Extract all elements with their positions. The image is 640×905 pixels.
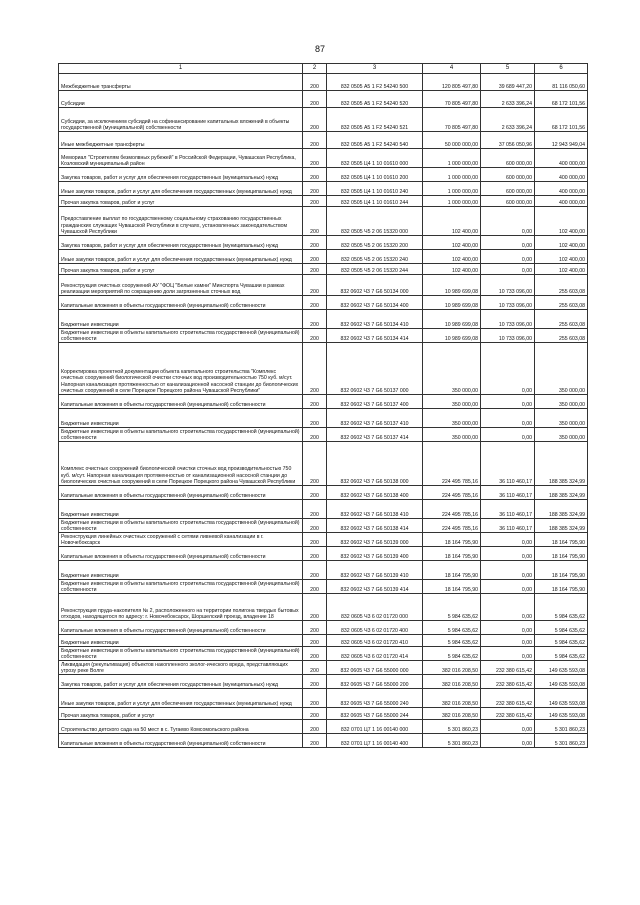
table-row [59,547,588,561]
row-remaining-cell: 188 385 324,99 [535,442,588,486]
row-name-cell: Предоставление выплат по государственному социальному страхованию государственных гражданских служащих Чувашской Республики в случаях, установленных законодательством Чувашской Республики [59,207,303,236]
row-remaining-cell: 350 000,00 [535,428,588,442]
header-cell: 3 [327,64,423,74]
row-kbk-cell: 832 0602 Ч3 7 G6 50139 414 [327,580,423,594]
row-executed-cell: 0,00 [481,621,535,635]
row-name-cell: Капитальные вложения в объекты государственной (муниципальной) собственности [59,486,303,500]
table-row [59,275,588,296]
row-remaining-cell: 18 164 795,90 [535,561,588,580]
table-row [59,500,588,519]
row-kbk-cell: 832 0602 Ч3 7 G6 50139 400 [327,547,423,561]
row-kbk-cell: 832 0505 А5 1 F2 54240 520 [327,91,423,108]
row-name-cell: Бюджетные инвестиции [59,635,303,647]
row-executed-cell: 232 380 615,42 [481,708,535,720]
row-name-cell: Бюджетные инвестиции [59,500,303,519]
row-remaining-cell: 255 603,08 [535,275,588,296]
row-name-cell: Иные закупки товаров, работ и услуг для обеспечения государственных (муниципальных) нужд [59,689,303,708]
row-amount-cell: 5 984 635,62 [423,635,481,647]
row-name-cell: Межбюджетные трансферты [59,74,303,91]
row-name-cell: Реконструкция линейных очистных сооружений с сетями ливневой канализации в г. Новочебоксарск [59,533,303,547]
row-executed-cell: 0,00 [481,734,535,748]
row-kbk-cell: 832 0505 Ц4 1 10 01610 200 [327,168,423,182]
row-amount-cell: 350 000,00 [423,428,481,442]
row-amount-cell: 10 989 699,08 [423,329,481,343]
table-row [59,580,588,594]
row-name-cell: Бюджетные инвестиции [59,310,303,329]
row-remaining-cell: 5 984 635,62 [535,621,588,635]
row-executed-cell: 2 633 396,24 [481,91,535,108]
row-amount-cell: 102 400,00 [423,264,481,275]
row-name-cell: Прочая закупка товаров, работ и услуг [59,264,303,275]
row-name-cell: Комплекс очистных сооружений биологической очистки сточных вод производительностью 750 куб. м/сут. Напорная канализация протяженностью от канализационной насосной станции до биологических очистных сооружений в селе Порецкое Порецкого района Чувашской Республики [59,442,303,486]
row-code-cell: 200 [303,675,327,689]
table-row [59,675,588,689]
row-amount-cell: 350 000,00 [423,395,481,409]
row-name-cell: Бюджетные инвестиции в объекты капитального строительства государственной (муниципальной) собственности [59,647,303,661]
budget-table [58,63,588,748]
row-code-cell: 200 [303,734,327,748]
row-code-cell: 200 [303,621,327,635]
row-code-cell: 200 [303,250,327,264]
row-executed-cell: 0,00 [481,580,535,594]
table-row [59,519,588,533]
row-amount-cell: 10 989 699,08 [423,275,481,296]
row-kbk-cell: 832 0602 Ч3 7 G6 50137 000 [327,343,423,395]
row-remaining-cell: 400 000,00 [535,196,588,207]
row-kbk-cell: 832 0602 Ч3 7 G6 50137 410 [327,409,423,428]
row-amount-cell: 5 984 635,62 [423,621,481,635]
row-code-cell: 200 [303,647,327,661]
row-code-cell: 200 [303,580,327,594]
row-name-cell: Капитальные вложения в объекты государственной (муниципальной) собственности [59,296,303,310]
row-executed-cell: 0,00 [481,236,535,250]
row-executed-cell: 0,00 [481,547,535,561]
row-amount-cell: 102 400,00 [423,236,481,250]
row-remaining-cell: 149 635 593,08 [535,689,588,708]
row-kbk-cell: 832 0605 Ч3 7 G6 55000 000 [327,661,423,675]
row-remaining-cell: 102 400,00 [535,236,588,250]
row-amount-cell: 382 016 208,50 [423,675,481,689]
row-amount-cell: 224 495 785,16 [423,486,481,500]
row-remaining-cell: 350 000,00 [535,409,588,428]
row-kbk-cell: 832 0701 Ц7 1 16 00140 400 [327,734,423,748]
row-remaining-cell: 255 603,08 [535,329,588,343]
table-row [59,621,588,635]
row-remaining-cell: 18 164 795,90 [535,580,588,594]
row-remaining-cell: 12 943 949,04 [535,132,588,149]
row-kbk-cell: 832 0605 Ч3 6 02 01720 400 [327,621,423,635]
row-executed-cell: 232 380 615,42 [481,689,535,708]
page-number: 87 [314,44,325,54]
row-amount-cell: 5 984 635,62 [423,594,481,621]
row-kbk-cell: 832 0602 Ч3 7 G6 50138 400 [327,486,423,500]
row-amount-cell: 224 495 785,16 [423,442,481,486]
row-remaining-cell: 350 000,00 [535,395,588,409]
header-cell: 6 [535,64,588,74]
row-code-cell: 200 [303,428,327,442]
row-code-cell: 200 [303,547,327,561]
row-kbk-cell: 832 0505 Ч5 2 06 15320 244 [327,264,423,275]
row-kbk-cell: 832 0602 Ч3 7 G6 50138 414 [327,519,423,533]
row-remaining-cell: 400 000,00 [535,182,588,196]
row-remaining-cell: 149 635 593,08 [535,661,588,675]
row-remaining-cell: 400 000,00 [535,168,588,182]
row-executed-cell: 36 110 460,17 [481,519,535,533]
table-row [59,250,588,264]
table-row [59,149,588,168]
row-amount-cell: 18 164 795,90 [423,561,481,580]
row-kbk-cell: 832 0602 Ч3 7 G6 50134 414 [327,329,423,343]
row-remaining-cell: 81 116 050,60 [535,74,588,91]
table-row [59,196,588,207]
row-remaining-cell: 5 984 635,62 [535,594,588,621]
table-row [59,533,588,547]
row-name-cell: Иные закупки товаров, работ и услуг для обеспечения государственных (муниципальных) нужд [59,182,303,196]
row-executed-cell: 36 110 460,17 [481,442,535,486]
row-code-cell: 200 [303,708,327,720]
row-executed-cell: 600 000,00 [481,149,535,168]
row-name-cell: Прочая закупка товаров, работ и услуг [59,708,303,720]
row-amount-cell: 120 805 497,80 [423,74,481,91]
row-code-cell: 200 [303,275,327,296]
row-kbk-cell: 832 0602 Ч3 7 G6 50137 414 [327,428,423,442]
row-executed-cell: 0,00 [481,250,535,264]
row-name-cell: Капитальные вложения в объекты государственной (муниципальной) собственности [59,395,303,409]
table-row [59,310,588,329]
row-amount-cell: 1 000 000,00 [423,182,481,196]
row-remaining-cell: 18 164 795,90 [535,547,588,561]
row-kbk-cell: 832 0701 Ц7 1 16 00140 000 [327,720,423,734]
row-amount-cell: 18 164 795,90 [423,580,481,594]
row-executed-cell: 36 110 460,17 [481,500,535,519]
row-code-cell: 200 [303,168,327,182]
row-executed-cell: 10 733 096,00 [481,329,535,343]
row-kbk-cell: 832 0602 Ч3 7 G6 50139 000 [327,533,423,547]
row-code-cell: 200 [303,91,327,108]
row-remaining-cell: 255 603,08 [535,296,588,310]
row-code-cell: 200 [303,296,327,310]
table-row [59,647,588,661]
row-executed-cell: 0,00 [481,594,535,621]
row-name-cell: Корректировка проектной документации объекта капитального строительства "Комплекс очистных сооружений биологической очистки сточных вод производительностью 750 куб. м/сут. Напорная канализация протяженностью от канализационной насосной станции до биологических очистных сооружений в селе Порецкое Порецкого района Чувашской Республики" [59,343,303,395]
row-remaining-cell: 102 400,00 [535,207,588,236]
row-code-cell: 200 [303,132,327,149]
row-executed-cell: 0,00 [481,207,535,236]
row-executed-cell: 10 733 096,00 [481,310,535,329]
row-remaining-cell: 68 172 101,56 [535,91,588,108]
table-row [59,708,588,720]
row-remaining-cell: 149 635 593,08 [535,675,588,689]
row-executed-cell: 0,00 [481,647,535,661]
row-code-cell: 200 [303,74,327,91]
row-code-cell: 200 [303,108,327,132]
row-name-cell: Мемориал "Строителям безмолвных рубежей" в Российской Федерации, Чувашская Республика, Козловский муниципальный район [59,149,303,168]
row-code-cell: 200 [303,561,327,580]
row-kbk-cell: 832 0505 А5 1 F2 54240 500 [327,74,423,91]
row-amount-cell: 382 016 208,50 [423,661,481,675]
row-kbk-cell: 832 0505 Ц4 1 10 01610 244 [327,196,423,207]
table-row [59,395,588,409]
row-name-cell: Закупка товаров, работ и услуг для обеспечения государственных (муниципальных) нужд [59,675,303,689]
row-amount-cell: 5 301 860,23 [423,720,481,734]
row-amount-cell: 5 984 635,62 [423,647,481,661]
table-row [59,734,588,748]
row-executed-cell: 39 689 447,20 [481,74,535,91]
row-kbk-cell: 832 0605 Ч3 7 G6 55000 240 [327,689,423,708]
row-amount-cell: 382 016 208,50 [423,689,481,708]
row-kbk-cell: 832 0602 Ч3 7 G6 50134 410 [327,310,423,329]
row-executed-cell: 600 000,00 [481,168,535,182]
row-kbk-cell: 832 0505 Ч5 2 06 15320 240 [327,250,423,264]
table-row [59,329,588,343]
row-name-cell: Строительство детского сада на 50 мест в с. Тугаево Комсомольского района [59,720,303,734]
table-row [59,108,588,132]
row-remaining-cell: 5 984 635,62 [535,635,588,647]
table-row [59,486,588,500]
row-name-cell: Реконструкция пруда-накопителя № 2, расположенного на территории полигона твердых бытовых отходов, находящегося по адресу: г. Новочебоксарск, Шоршелский проезд, владение 18 [59,594,303,621]
table-row [59,661,588,675]
row-executed-cell: 0,00 [481,343,535,395]
row-executed-cell: 0,00 [481,428,535,442]
row-name-cell: Реконструкция очистных сооружений АУ "ФОЦ "Белые камни" Минспорта Чувашии в рамках реализации мероприятий по сокращению доли загрязненных сточных вод [59,275,303,296]
row-kbk-cell: 832 0605 Ч3 6 02 01720 414 [327,647,423,661]
row-executed-cell: 10 733 096,00 [481,296,535,310]
row-amount-cell: 18 164 795,90 [423,533,481,547]
table-row [59,343,588,395]
table-row [59,74,588,91]
row-executed-cell: 232 380 615,42 [481,661,535,675]
row-name-cell: Капитальные вложения в объекты государственной (муниципальной) собственности [59,547,303,561]
row-executed-cell: 600 000,00 [481,182,535,196]
row-executed-cell: 0,00 [481,635,535,647]
row-code-cell: 200 [303,149,327,168]
row-code-cell: 200 [303,594,327,621]
row-kbk-cell: 832 0505 Ч5 2 06 15320 000 [327,207,423,236]
row-name-cell: Капитальные вложения в объекты государственной (муниципальной) собственности [59,734,303,748]
row-code-cell: 200 [303,533,327,547]
table-header [59,64,588,74]
row-name-cell: Капитальные вложения в объекты государственной (муниципальной) собственности [59,621,303,635]
row-name-cell: Ликвидация (рекультивация) объектов накопленного эколог-ического вреда, представляющих угрозу реке Волге [59,661,303,675]
row-name-cell: Прочая закупка товаров, работ и услуг [59,196,303,207]
row-kbk-cell: 832 0505 А5 1 F2 54240 540 [327,132,423,149]
table-row [59,428,588,442]
row-name-cell: Бюджетные инвестиции в объекты капитального строительства государственной (муниципальной) собственности [59,329,303,343]
row-executed-cell: 232 380 615,42 [481,675,535,689]
row-remaining-cell: 68 172 101,56 [535,108,588,132]
row-remaining-cell: 5 301 860,23 [535,734,588,748]
table-row [59,91,588,108]
table-row [59,168,588,182]
row-remaining-cell: 188 385 324,99 [535,519,588,533]
row-amount-cell: 5 301 860,23 [423,734,481,748]
row-code-cell: 200 [303,409,327,428]
row-remaining-cell: 102 400,00 [535,250,588,264]
row-remaining-cell: 149 635 593,08 [535,708,588,720]
table-row [59,264,588,275]
row-code-cell: 200 [303,500,327,519]
row-amount-cell: 1 000 000,00 [423,196,481,207]
row-amount-cell: 70 805 497,80 [423,91,481,108]
row-name-cell: Закупка товаров, работ и услуг для обеспечения государственных (муниципальных) нужд [59,168,303,182]
table-row [59,132,588,149]
row-kbk-cell: 832 0602 Ч3 7 G6 50134 400 [327,296,423,310]
row-kbk-cell: 832 0505 Ч5 2 06 15320 200 [327,236,423,250]
row-remaining-cell: 255 603,08 [535,310,588,329]
row-name-cell: Бюджетные инвестиции в объекты капитального строительства государственной (муниципальной) собственности [59,428,303,442]
row-code-cell: 200 [303,207,327,236]
table-row [59,207,588,236]
row-amount-cell: 1 000 000,00 [423,149,481,168]
row-remaining-cell: 18 164 795,90 [535,533,588,547]
table-row [59,182,588,196]
row-code-cell: 200 [303,196,327,207]
row-code-cell: 200 [303,182,327,196]
row-name-cell: Бюджетные инвестиции в объекты капитального строительства государственной (муниципальной) собственности [59,580,303,594]
row-amount-cell: 102 400,00 [423,207,481,236]
row-kbk-cell: 832 0602 Ч3 7 G6 50138 410 [327,500,423,519]
row-code-cell: 200 [303,519,327,533]
table-row [59,635,588,647]
header-cell: 1 [59,64,303,74]
table-row [59,594,588,621]
row-kbk-cell: 832 0505 А5 1 F2 54240 521 [327,108,423,132]
row-kbk-cell: 832 0602 Ч3 7 G6 50137 400 [327,395,423,409]
row-amount-cell: 350 000,00 [423,343,481,395]
row-code-cell: 200 [303,635,327,647]
row-remaining-cell: 350 000,00 [535,343,588,395]
row-amount-cell: 1 000 000,00 [423,168,481,182]
row-executed-cell: 600 000,00 [481,196,535,207]
row-remaining-cell: 188 385 324,99 [535,486,588,500]
row-name-cell: Субсидии [59,91,303,108]
table-row [59,689,588,708]
row-code-cell: 200 [303,264,327,275]
row-executed-cell: 0,00 [481,720,535,734]
row-amount-cell: 224 495 785,16 [423,500,481,519]
row-amount-cell: 10 989 699,08 [423,296,481,310]
row-code-cell: 200 [303,661,327,675]
row-kbk-cell: 832 0605 Ч3 6 02 01720 410 [327,635,423,647]
row-code-cell: 200 [303,329,327,343]
row-name-cell: Иные закупки товаров, работ и услуг для обеспечения государственных (муниципальных) нужд [59,250,303,264]
row-code-cell: 200 [303,486,327,500]
row-code-cell: 200 [303,310,327,329]
row-amount-cell: 50 000 000,00 [423,132,481,149]
row-remaining-cell: 5 301 860,23 [535,720,588,734]
row-amount-cell: 70 805 497,80 [423,108,481,132]
row-amount-cell: 350 000,00 [423,409,481,428]
row-amount-cell: 10 989 699,08 [423,310,481,329]
table-row [59,720,588,734]
row-name-cell: Иные межбюджетные трансферты [59,132,303,149]
row-remaining-cell: 102 400,00 [535,264,588,275]
row-name-cell: Бюджетные инвестиции [59,409,303,428]
table-row [59,236,588,250]
row-name-cell: Закупка товаров, работ и услуг для обеспечения государственных (муниципальных) нужд [59,236,303,250]
table-row [59,296,588,310]
row-name-cell: Субсидии, за исключением субсидий на софинансирование капитальных вложений в объекты государственной (муниципальной) собственности [59,108,303,132]
row-kbk-cell: 832 0505 Ц4 1 10 01610 000 [327,149,423,168]
header-cell: 4 [423,64,481,74]
row-executed-cell: 0,00 [481,561,535,580]
row-executed-cell: 0,00 [481,395,535,409]
row-kbk-cell: 832 0605 Ч3 6 02 01720 000 [327,594,423,621]
row-executed-cell: 36 110 460,17 [481,486,535,500]
table-row [59,442,588,486]
table-row [59,561,588,580]
row-name-cell: Бюджетные инвестиции [59,561,303,580]
row-amount-cell: 18 164 795,90 [423,547,481,561]
row-remaining-cell: 400 000,00 [535,149,588,168]
header-cell: 5 [481,64,535,74]
row-remaining-cell: 5 984 635,62 [535,647,588,661]
row-kbk-cell: 832 0605 Ч3 7 G6 55000 200 [327,675,423,689]
row-kbk-cell: 832 0602 Ч3 7 G6 50139 410 [327,561,423,580]
row-code-cell: 200 [303,343,327,395]
row-code-cell: 200 [303,236,327,250]
row-name-cell: Бюджетные инвестиции в объекты капитального строительства государственной (муниципальной) собственности [59,519,303,533]
row-remaining-cell: 188 385 324,99 [535,500,588,519]
table-body [59,74,588,748]
header-cell: 2 [303,64,327,74]
row-executed-cell: 0,00 [481,533,535,547]
row-kbk-cell: 832 0602 Ч3 7 G6 50134 000 [327,275,423,296]
row-kbk-cell: 832 0605 Ч3 7 G6 55000 244 [327,708,423,720]
row-code-cell: 200 [303,689,327,708]
row-amount-cell: 102 400,00 [423,250,481,264]
row-amount-cell: 382 016 208,50 [423,708,481,720]
row-code-cell: 200 [303,442,327,486]
row-executed-cell: 2 633 396,24 [481,108,535,132]
row-executed-cell: 37 056 050,96 [481,132,535,149]
row-executed-cell: 10 733 096,00 [481,275,535,296]
row-executed-cell: 0,00 [481,264,535,275]
row-kbk-cell: 832 0602 Ч3 7 G6 50138 000 [327,442,423,486]
row-kbk-cell: 832 0505 Ц4 1 10 01610 240 [327,182,423,196]
row-executed-cell: 0,00 [481,409,535,428]
row-amount-cell: 224 495 785,16 [423,519,481,533]
table-row [59,409,588,428]
row-code-cell: 200 [303,720,327,734]
row-code-cell: 200 [303,395,327,409]
